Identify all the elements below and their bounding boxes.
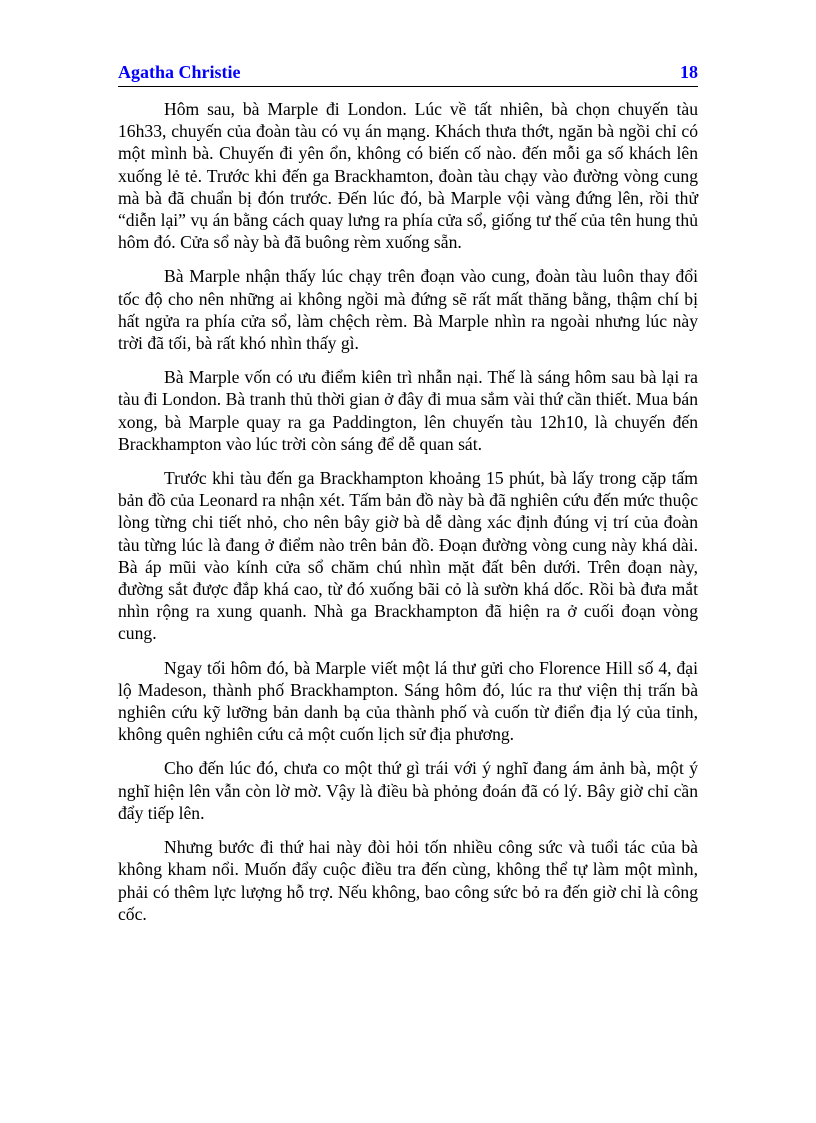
paragraph: Hôm sau, bà Marple đi London. Lúc về tất nhiên, bà chọn chuyến tàu 16h33, chuyến của đoàn tàu có vụ án mạng. Khách thưa thớt, ngăn bà ngồi chỉ có một mình bà. Chuyến đi yên ổn, không có biến cố nào. đến mỗi ga số khách lên xuống lẻ tẻ. Trước khi đến ga Brackhamton, đoàn tàu chạy vào đường vòng cung mà bà đã chuẩn bị đón trước. Đến lúc đó, bà Marple vội vàng đứng lên, rồi thử “diễn lại” vụ án bằng cách quay lưng ra phía cửa sổ, giống tư thế của tên hung thủ hôm đó. Cửa sổ này bà đã buông rèm xuống sẵn. [118,99,698,253]
header-author-title: Agatha Christie [118,62,241,82]
paragraph: Nhưng bước đi thứ hai này đòi hỏi tốn nhiều công sức và tuổi tác của bà không kham nổi. Muốn đẩy cuộc điều tra đến cùng, không thể tự làm một mình, phải có thêm lực lượng hỗ trợ. Nếu không, bao công sức bỏ ra đến giờ chỉ là công cốc. [118,837,698,924]
paragraph: Bà Marple nhận thấy lúc chạy trên đoạn vào cung, đoàn tàu luôn thay đổi tốc độ cho nên những ai không ngồi mà đứng sẽ rất mất thăng bằng, thậm chí bị hất ngửa ra phía cửa sổ, làm chệch rèm. Bà Marple nhìn ra ngoài nhưng lúc này trời đã tối, bà rất khó nhìn thấy gì. [118,266,698,354]
body-text [118,98,698,937]
paragraph: Ngay tối hôm đó, bà Marple viết một lá thư gửi cho Florence Hill số 4, đại lộ Madeson, thành phố Brackhampton. Sáng hôm đó, lúc ra thư viện thị trấn bà nghiên cứu kỹ lưỡng bản danh bạ của thành phố và cuốn từ điển địa lý của tỉnh, không quên nghiên cứu cả một cuốn lịch sử địa phương. [118,657,698,745]
running-header [118,60,698,87]
paragraph: Cho đến lúc đó, chưa co một thứ gì trái với ý nghĩ đang ám ảnh bà, một ý nghĩ hiện lên vẫn còn lờ mờ. Vậy là điều bà phỏng đoán đã có lý. Bây giờ chỉ cần đẩy tiếp lên. [118,758,698,823]
paragraph: Bà Marple vốn có ưu điểm kiên trì nhẫn nại. Thế là sáng hôm sau bà lại ra tàu đi London. Bà tranh thủ thời gian ở đây đi mua sắm vài thứ cần thiết. Mua bán xong, bà Marple quay ra ga Paddington, lên chuyến tàu 12h10, là chuyến đến Brackhampton vào lúc trời còn sáng để dễ quan sát. [118,367,698,454]
page-number: 18 [680,62,698,82]
paragraph: Trước khi tàu đến ga Brackhampton khoảng 15 phút, bà lấy trong cặp tấm bản đồ của Leonard ra nhận xét. Tấm bản đồ này bà đã nghiên cứu đến mức thuộc lòng từng chi tiết nhỏ, cho nên bây giờ bà dễ dàng xác định đúng vị trí của đoàn tàu từng lúc là đang ở điểm nào trên bản đồ. Đoạn đường vòng cung này khá dài. Bà áp mũi vào kính cửa sổ chăm chú nhìn mặt đất bên dưới. Trên đoạn này, đường sắt được đắp khá cao, từ đó xuống bãi cỏ là sườn khá dốc. Rồi bà đưa mắt nhìn rộng ra xung quanh. Nhà ga Brackhampton đã hiện ra ở cuối đoạn vòng cung. [118,468,698,644]
